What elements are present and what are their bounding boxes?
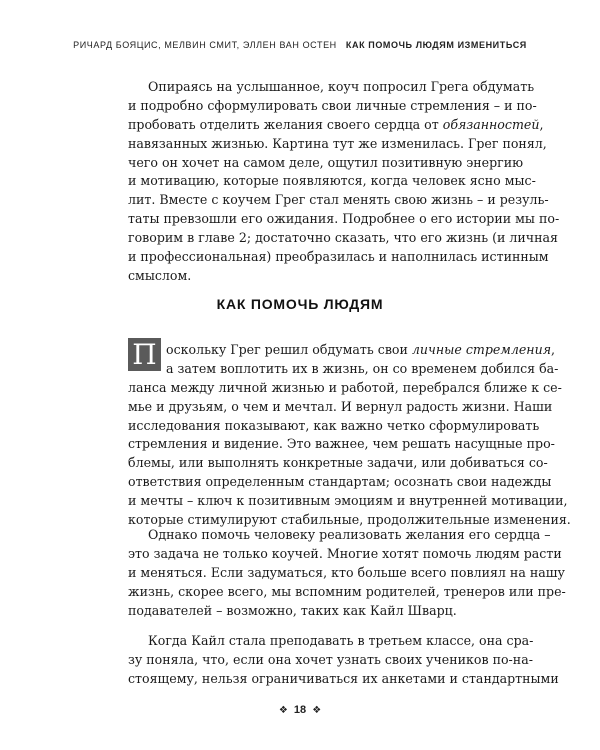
text-line: и профессиональная) преобразилась и наполнилась истинным [128,249,549,265]
text-line: Когда Кайл стала преподавать в третьем классе, она сра- [148,633,534,648]
italic-emphasis: личные стремления [411,342,552,357]
page-footer [0,704,600,716]
text-line: блемы, или выполнять конкретные задачи, или добиваться со- [128,455,548,471]
text-line: пробовать отделить желания своего сердца от обязанностей, [128,116,544,132]
section-heading: КАК ПОМОЧЬ ЛЮДЯМ [216,296,384,312]
text-line: говорим в главе 2; достаточно сказать, что его жизнь (и личная [128,230,558,246]
text-line: Опираясь на услышанное, коуч попросил Грега обдумать [148,79,535,94]
text-line: и меняться. Если задуматься, кто больше всего повлиял на нашу [128,564,565,580]
header-book-title: КАК ПОМОЧЬ ЛЮДЯМ ИЗМЕНИТЬСЯ [345,40,527,50]
text-line: лит. Вместе с коучем Грег стал менять свою жизнь – и резуль- [128,192,549,208]
text-line: а затем воплотить их в жизнь, он со временем добился ба- [166,360,559,376]
text-line: ланса между личной жизнью и работой, перебрался ближе к се- [128,379,562,395]
text-line: зу поняла, что, если она хочет узнать своих учеников по-на- [128,651,533,667]
paragraph-2 [128,341,571,530]
text-line: оскольку Грег решил обдумать свои личные стремления, [166,342,556,357]
paragraph-3 [128,526,566,620]
text-line: жизнь, скорее всего, мы вспомним родителей, тренеров или пре- [128,583,566,599]
text-line: это задача не только коучей. Многие хотят помочь людям расти [128,545,562,561]
ornament-right-icon: ❖ [312,705,322,716]
text-line: и мотивацию, которые появляются, когда человек ясно мыс- [128,173,536,189]
drop-cap: П [128,338,161,371]
text-line: мье и друзьям, о чем и мечтал. И вернул радость жизни. Наши [128,398,553,414]
text-line: Однако помочь человеку реализовать желания его сердца – [148,527,551,542]
text-line: и мечты – ключ к позитивным эмоциям и внутренней мотивации, [128,493,568,509]
text-line: ответствия определенным стандартам; осознать свои надежды [128,474,552,490]
page-number: 18 [293,704,307,716]
text-line: стремления и видение. Это важнее, чем решать насущные про- [128,436,555,452]
text-line: подавателей – возможно, таких как Кайл Шварц. [128,602,457,618]
ornament-left-icon: ❖ [278,705,288,716]
text-line: чего он хочет на самом деле, ощутил позитивную энергию [128,154,524,170]
running-header [0,40,600,50]
italic-emphasis: обязанностей [442,116,540,132]
paragraph-4 [128,632,559,689]
paragraph-1 [128,78,560,286]
text-line: таты превзошли его ожидания. Подробнее о его истории мы по- [128,211,560,227]
text-line: и подробно сформулировать свои личные стремления – и по- [128,97,537,113]
header-authors: РИЧАРД БОЯЦИС, МЕЛВИН СМИТ, ЭЛЛЕН ВАН ОСТЕН [73,40,337,50]
text-line: навязанных жизнью. Картина тут же изменилась. Грег понял, [128,135,547,151]
text-line: которые стимулируют стабильные, продолжительные изменения. [128,512,571,528]
text-line: смыслом. [128,267,192,283]
text-line: исследования показывают, как важно четко сформулировать [128,417,540,433]
text-line: стоящему, нельзя ограничиваться их анкетами и стандартными [128,670,559,686]
